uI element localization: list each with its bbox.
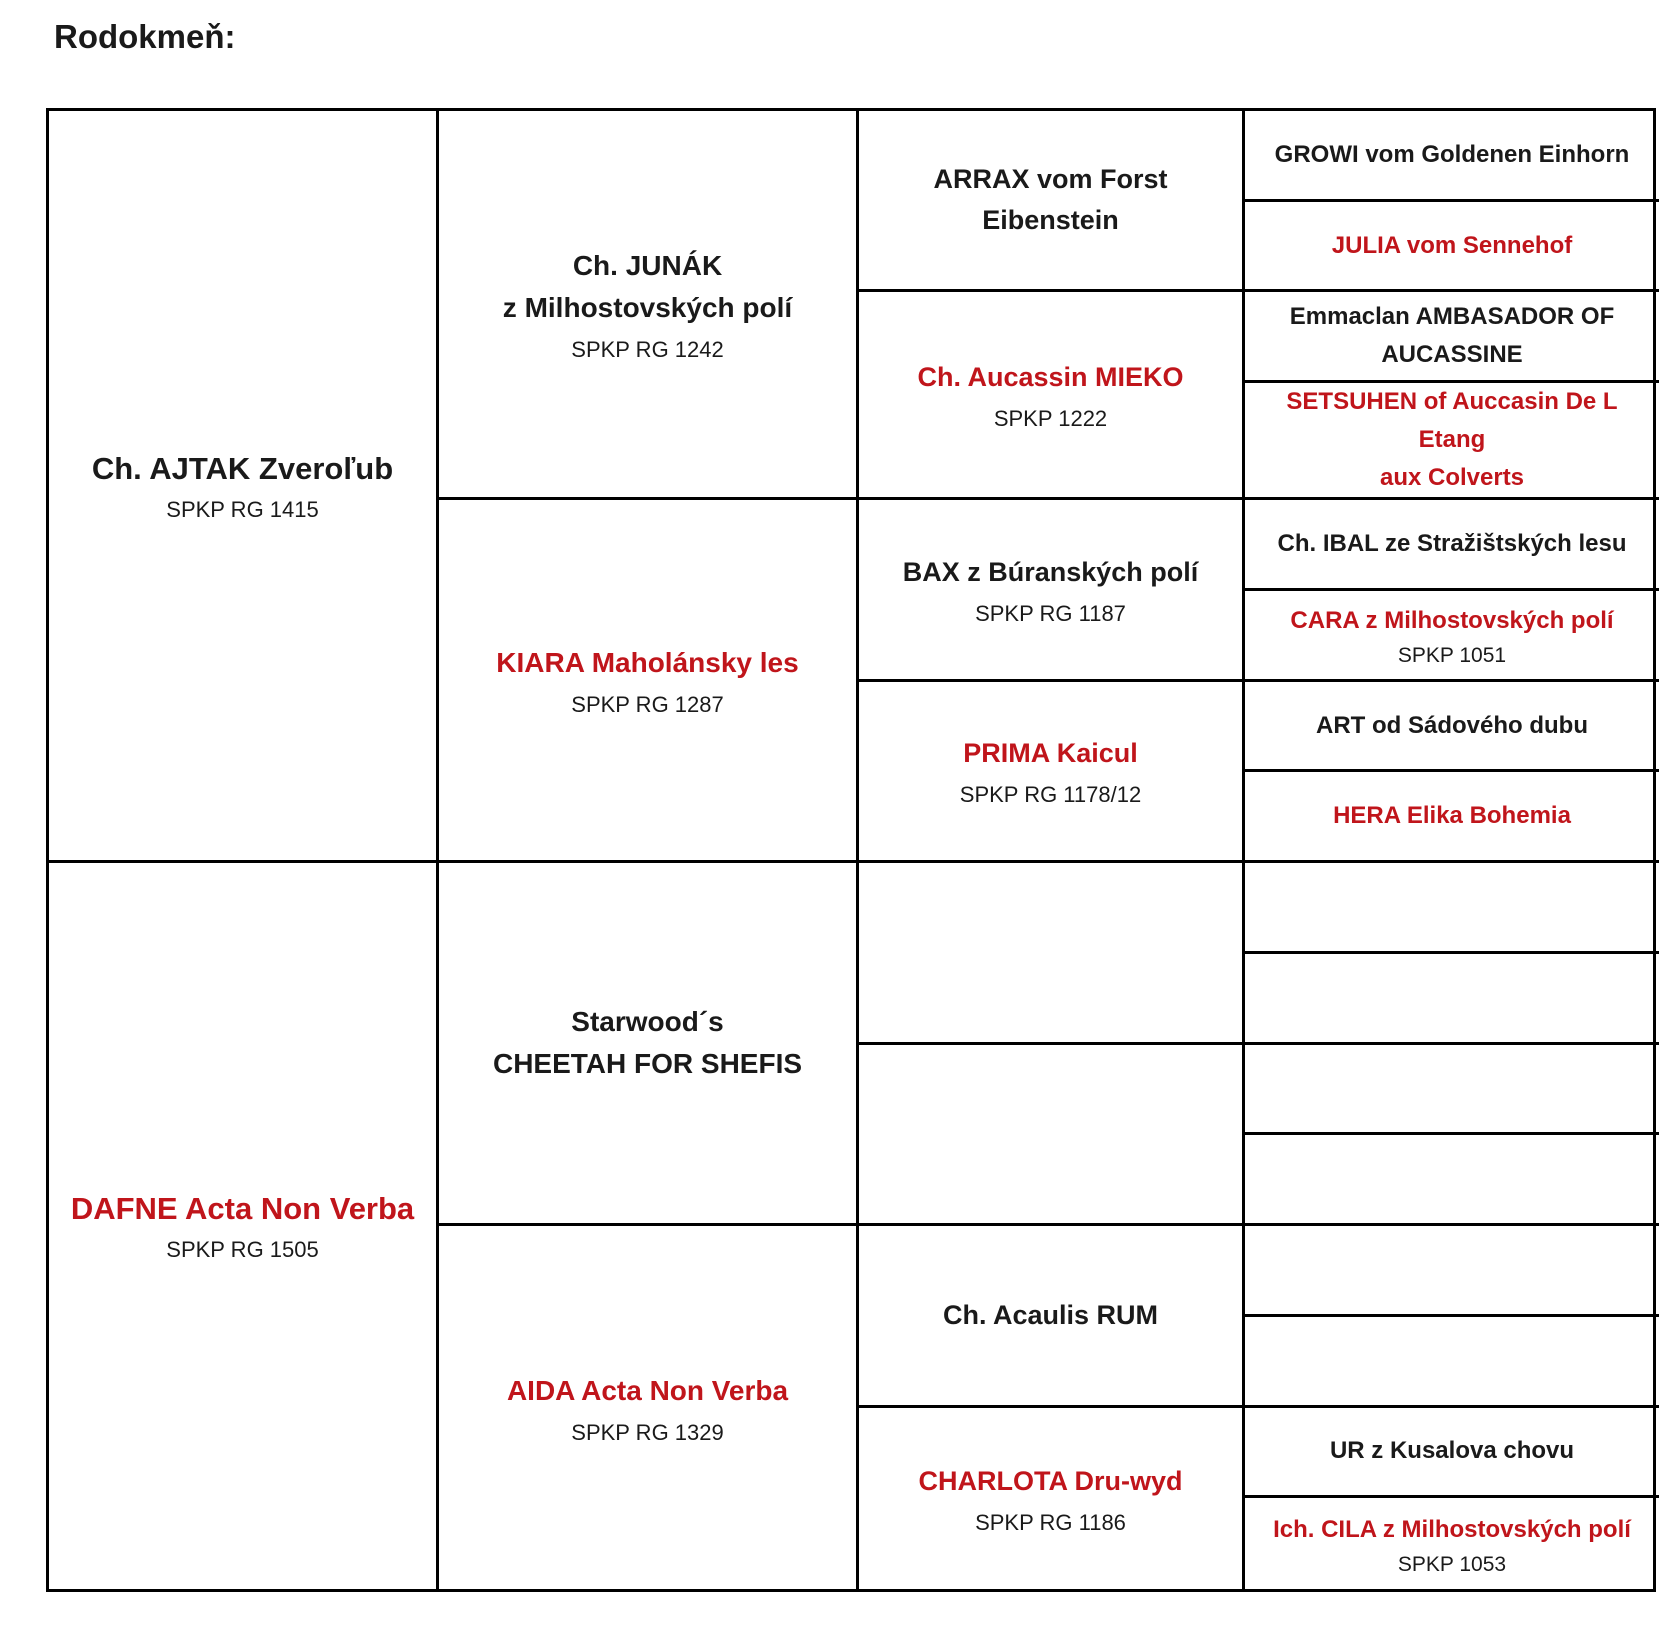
dog-name-line1: ART od Sádového dubu <box>1316 711 1588 739</box>
great-grandparent-3 <box>859 500 1245 681</box>
dog-name-line1: AIDA Acta Non Verba <box>506 1374 789 1406</box>
dog-name: DAFNE Acta Non Verba <box>70 1191 415 1227</box>
registration-number: SPKP RG 1242 <box>571 337 724 363</box>
dog-name-line1: Ch. IBAL ze Stražištských lesu <box>1277 530 1627 558</box>
dog-name-line1: CARA z Milhostovských polí <box>1290 606 1614 634</box>
gg-grandparent-7 <box>1245 682 1659 773</box>
great-grandparent-1 <box>859 111 1245 292</box>
great-grandparent-7 <box>859 1226 1245 1407</box>
registration-number: SPKP RG 1187 <box>975 600 1126 626</box>
dog-name-line1: PRIMA Kaicul <box>963 738 1138 769</box>
gg-grandparent-12 <box>1245 1135 1659 1226</box>
grandparent-2 <box>439 500 859 863</box>
registration-number: SPKP 1053 <box>1397 1552 1507 1576</box>
dog-name-line2: Eibenstein <box>982 205 1119 236</box>
dog-name-line1: Ch. JUNÁK <box>572 250 723 282</box>
dog-name-line1: JULIA vom Sennehof <box>1331 231 1573 259</box>
dog-name-line1: Ich. CILA z Milhostovských polí <box>1273 1515 1631 1543</box>
dog-dam <box>49 863 439 1589</box>
grandparent-4 <box>439 1226 859 1589</box>
registration-number: SPKP RG 1186 <box>975 1509 1126 1535</box>
registration-number: SPKP 1051 <box>1397 643 1507 667</box>
dog-name-line1: KIARA Maholánsky les <box>496 647 799 679</box>
gg-grandparent-15 <box>1245 1408 1659 1499</box>
registration-number: SPKP RG 1505 <box>166 1237 319 1263</box>
dog-name-line1: Ch. Aucassin MIEKO <box>917 362 1184 393</box>
gg-grandparent-5 <box>1245 500 1659 591</box>
gg-grandparent-3 <box>1245 292 1659 383</box>
great-grandparent-4 <box>859 682 1245 863</box>
grandparent-1 <box>439 111 859 500</box>
dog-name-line2: CHEETAH FOR SHEFIS <box>492 1048 803 1080</box>
dog-name-line1: BAX z Búranských polí <box>902 556 1199 587</box>
gg-grandparent-9 <box>1245 863 1659 954</box>
registration-number: SPKP 1222 <box>993 406 1108 432</box>
gg-grandparent-2 <box>1245 202 1659 293</box>
dog-name-line1: CHARLOTA Dru-wyd <box>918 1465 1183 1496</box>
gg-grandparent-14 <box>1245 1317 1659 1408</box>
great-grandparent-8 <box>859 1408 1245 1589</box>
dog-name-line1: Starwood´s <box>571 1006 724 1038</box>
great-grandparent-2 <box>859 292 1245 500</box>
dog-name-line2: aux Colverts <box>1379 464 1525 492</box>
gg-grandparent-13 <box>1245 1226 1659 1317</box>
registration-number: SPKP RG 1329 <box>571 1419 724 1445</box>
dog-sire <box>49 111 439 863</box>
dog-name-line1: Ch. Acaulis RUM <box>942 1299 1159 1330</box>
dog-name-line1: Emmaclan AMBASADOR OF <box>1289 303 1615 331</box>
gg-grandparent-4 <box>1245 383 1659 500</box>
dog-name-line1: ARRAX vom Forst <box>933 164 1168 195</box>
gg-grandparent-16 <box>1245 1498 1659 1589</box>
dog-name-line1: UR z Kusalova chovu <box>1329 1437 1575 1465</box>
gg-grandparent-11 <box>1245 1045 1659 1136</box>
dog-name-line1: SETSUHEN of Auccasin De L Etang <box>1286 388 1618 454</box>
gg-grandparent-6 <box>1245 591 1659 682</box>
gg-grandparent-8 <box>1245 772 1659 863</box>
registration-number: SPKP RG 1178/12 <box>959 782 1142 808</box>
dog-name-line2: z Milhostovských polí <box>502 292 793 324</box>
grandparent-3 <box>439 863 859 1226</box>
great-grandparent-6 <box>859 1045 1245 1226</box>
registration-number: SPKP RG 1287 <box>571 692 724 718</box>
great-grandparent-5 <box>859 863 1245 1044</box>
pedigree-table <box>46 108 1656 1592</box>
registration-number: SPKP RG 1415 <box>166 496 319 522</box>
dog-name-line1: HERA Elika Bohemia <box>1333 802 1571 830</box>
dog-name-line2: AUCASSINE <box>1381 341 1523 369</box>
dog-name: Ch. AJTAK Zveroľub <box>91 450 394 486</box>
gg-grandparent-10 <box>1245 954 1659 1045</box>
gg-grandparent-1 <box>1245 111 1659 202</box>
dog-name-line1: GROWI vom Goldenen Einhorn <box>1274 140 1630 168</box>
page-title: Rodokmeň: <box>54 18 236 55</box>
